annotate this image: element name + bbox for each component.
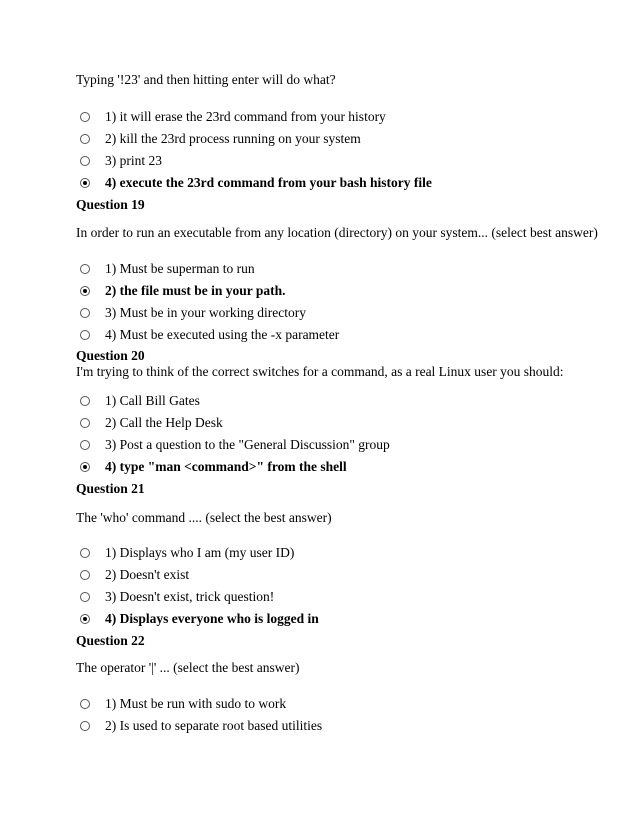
option-label: 3) print 23 <box>105 153 162 168</box>
question-21-option-2[interactable] <box>80 566 189 584</box>
option-label: 2) kill the 23rd process running on your system <box>105 131 361 146</box>
radio-icon[interactable] <box>80 330 90 340</box>
radio-checked-icon[interactable] <box>80 178 90 188</box>
question-21-prompt: The 'who' command .... (select the best answer) <box>76 510 332 525</box>
question-19-option-1[interactable] <box>80 260 255 278</box>
question-20-prompt: I'm trying to think of the correct switches for a command, as a real Linux user you should: <box>76 364 564 379</box>
radio-icon[interactable] <box>80 721 90 731</box>
question-18-option-4[interactable] <box>80 174 432 192</box>
question-19-title: Question 19 <box>76 197 145 212</box>
option-label: 1) Displays who I am (my user ID) <box>105 545 295 560</box>
question-20-option-2[interactable] <box>80 414 223 432</box>
option-label: 1) it will erase the 23rd command from your history <box>105 109 386 124</box>
question-21-title: Question 21 <box>76 481 145 496</box>
question-18-option-2[interactable] <box>80 130 361 148</box>
question-21-option-4[interactable] <box>80 610 319 628</box>
question-19-prompt: In order to run an executable from any location (directory) on your system... (select best answer) <box>76 225 598 240</box>
question-22-prompt: The operator '|' ... (select the best answer) <box>76 660 300 675</box>
question-19-option-3[interactable] <box>80 304 306 322</box>
question-20-option-4[interactable] <box>80 458 347 476</box>
radio-icon[interactable] <box>80 548 90 558</box>
radio-checked-icon[interactable] <box>80 614 90 624</box>
option-label: 1) Call Bill Gates <box>105 393 200 408</box>
radio-icon[interactable] <box>80 418 90 428</box>
question-22-option-1[interactable] <box>80 695 286 713</box>
radio-icon[interactable] <box>80 570 90 580</box>
question-21-option-1[interactable] <box>80 544 294 562</box>
question-19-option-2[interactable] <box>80 282 286 300</box>
radio-icon[interactable] <box>80 308 90 318</box>
option-label: 1) Must be run with sudo to work <box>105 696 287 711</box>
option-label: 2) Doesn't exist <box>105 567 190 582</box>
option-label: 2) the file must be in your path. <box>105 283 286 298</box>
question-22-option-2[interactable] <box>80 717 322 735</box>
option-label: 2) Call the Help Desk <box>105 415 223 430</box>
option-label: 3) Must be in your working directory <box>105 305 306 320</box>
radio-icon[interactable] <box>80 592 90 602</box>
option-label: 3) Post a question to the "General Discussion" group <box>105 437 390 452</box>
radio-icon[interactable] <box>80 112 90 122</box>
question-19-option-4[interactable] <box>80 326 339 344</box>
option-label: 4) execute the 23rd command from your bash history file <box>105 175 432 190</box>
option-label: 3) Doesn't exist, trick question! <box>105 589 275 604</box>
option-label: 4) Displays everyone who is logged in <box>105 611 319 626</box>
radio-icon[interactable] <box>80 264 90 274</box>
question-20-option-1[interactable] <box>80 392 200 410</box>
radio-icon[interactable] <box>80 699 90 709</box>
option-label: 4) Must be executed using the -x parameter <box>105 327 340 342</box>
option-label: 2) Is used to separate root based utilities <box>105 718 323 733</box>
option-label: 1) Must be superman to run <box>105 261 255 276</box>
question-18-option-1[interactable] <box>80 108 386 126</box>
question-22-title: Question 22 <box>76 633 145 648</box>
radio-icon[interactable] <box>80 134 90 144</box>
radio-checked-icon[interactable] <box>80 286 90 296</box>
question-21-option-3[interactable] <box>80 588 274 606</box>
question-18-prompt: Typing '!23' and then hitting enter will do what? <box>76 72 336 87</box>
radio-checked-icon[interactable] <box>80 462 90 472</box>
radio-icon[interactable] <box>80 440 90 450</box>
radio-icon[interactable] <box>80 156 90 166</box>
question-20-option-3[interactable] <box>80 436 390 454</box>
radio-icon[interactable] <box>80 396 90 406</box>
option-label: 4) type "man <command>" from the shell <box>105 459 347 474</box>
question-20-title: Question 20 <box>76 348 145 363</box>
question-18-option-3[interactable] <box>80 152 162 170</box>
